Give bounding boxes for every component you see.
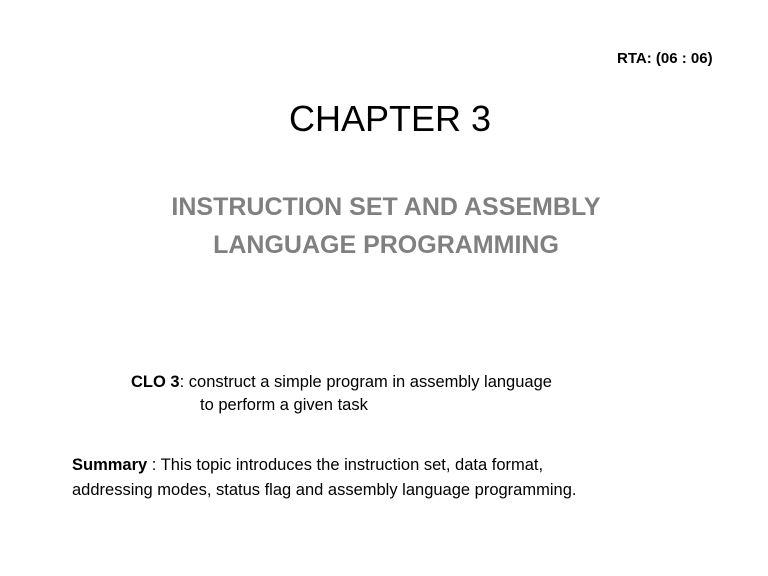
rta-label: RTA: (06 : 06) [617, 50, 713, 67]
subtitle-line-2: LANGUAGE PROGRAMMING [213, 231, 559, 259]
clo-line-2: to perform a given task [200, 396, 368, 414]
summary-line-2: addressing modes, status flag and assembly language programming. [72, 481, 577, 499]
summary-label: Summary [72, 456, 148, 474]
chapter-title: CHAPTER 3 [288, 98, 492, 139]
summary-line-1 [72, 456, 543, 475]
clo-label: CLO 3 [131, 373, 180, 391]
summary-text-1: : This topic introduces the instruction set, data format, [147, 456, 544, 474]
clo-text-1: : construct a simple program in assembly language [179, 373, 552, 391]
subtitle-line-1: INSTRUCTION SET AND ASSEMBLY [171, 193, 601, 221]
clo-line-1 [131, 373, 552, 392]
